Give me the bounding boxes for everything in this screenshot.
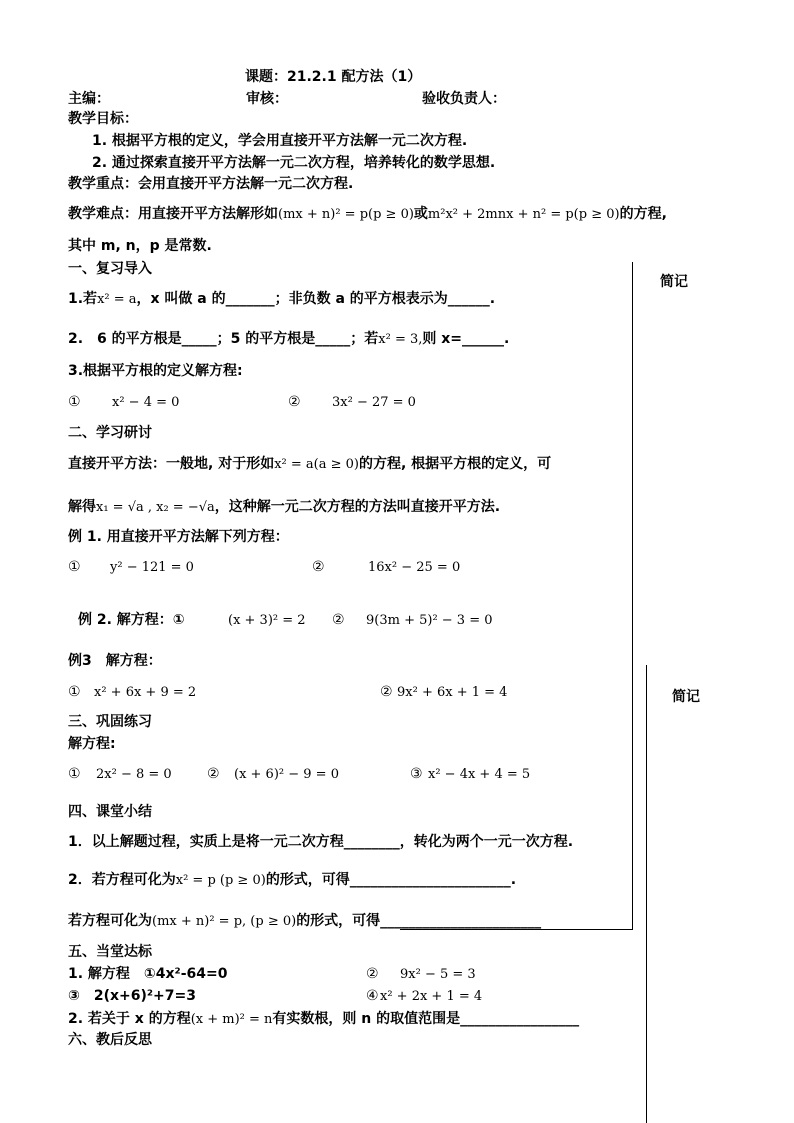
test-eq4-number: ④ (366, 988, 379, 1004)
example-1: 例 1. 用直接开平方法解下列方程： (68, 529, 289, 545)
ex3-eq1: x² + 6x + 9 = 2 (94, 685, 197, 700)
q2-formula: x² = 3, (378, 332, 423, 347)
q3-eq2: 3x² − 27 = 0 (332, 395, 416, 410)
summary-3-lead: 若方程可化为 (68, 913, 152, 929)
test-eq2: 9x² − 5 = 3 (400, 967, 476, 982)
goal-item-1: 1. 根据平方根的定义，学会用直接开平方法解一元二次方程. (92, 133, 468, 149)
reviewer-label: 审核： (246, 91, 288, 107)
summary-3-tail: 的形式，可得_______________________ (296, 913, 542, 929)
notes-divider-upper (632, 262, 633, 930)
solution-formula: x₁ = √a , x₂ = −√a (96, 500, 215, 515)
practice-eq1-number: ① (68, 766, 81, 782)
practice-eq3: x² − 4x + 4 = 5 (428, 767, 531, 782)
ex2-eq2: 9(3m + 5)² − 3 = 0 (366, 613, 493, 628)
test-line-1: 1. 解方程 ①4x²-64=0 (68, 966, 228, 982)
test-line-2: ③ 2(x+6)²+7=3 (68, 988, 196, 1004)
test-3-tail: 有实数根，则 n 的取值范围是_________________ (272, 1011, 580, 1027)
review-question-1 (68, 290, 495, 309)
notes-label-2: 简记 (672, 689, 700, 705)
practice-eq3-number: ③ (410, 766, 423, 782)
definition-formula: x² = a(a ≥ 0) (274, 457, 359, 472)
difficulty-line (68, 205, 667, 224)
difficulty-line-2: 其中 m, n，p 是常数. (68, 238, 212, 254)
practice-eq2: (x + 6)² − 9 = 0 (234, 767, 339, 782)
author-label: 主编： (68, 91, 110, 107)
difficulty-mid: 或 (413, 206, 428, 222)
direct-root-definition (68, 455, 551, 474)
q2-tail: 则 x=______. (422, 331, 510, 347)
direct-root-solution (68, 498, 500, 517)
review-question-3: 3.根据平方根的定义解方程: (68, 363, 243, 379)
goal-item-2: 2. 通过探索直接开平方法解一元二次方程，培养转化的数学思想. (92, 155, 496, 171)
section5-heading: 五、当堂达标 (68, 944, 152, 960)
q1-tail: ，x 叫做 a 的_______；非负数 a 的平方根表示为______. (136, 291, 496, 307)
notes-label-1: 简记 (660, 274, 688, 290)
difficulty-tail: 的方程, (619, 206, 667, 222)
ex3-eq2-number: ② (380, 684, 393, 700)
summary-line-1: 1．以上解题过程，实质上是将一元二次方程________，转化为两个一元一次方程. (68, 834, 574, 850)
review-question-2 (68, 330, 509, 349)
summary-2-formula: x² = p (p ≥ 0) (175, 873, 266, 888)
ex1-eq1: y² − 121 = 0 (110, 560, 194, 575)
practice-eq2-number: ② (207, 766, 220, 782)
section2-heading: 二、学习研讨 (68, 425, 152, 441)
test-eq4: x² + 2x + 1 = 4 (380, 989, 483, 1004)
section1-heading: 一、复习导入 (68, 261, 152, 277)
section6-heading: 六、教后反思 (68, 1032, 152, 1048)
q1-formula: x² = a (97, 292, 137, 307)
goals-heading: 教学目标： (68, 111, 138, 127)
section4-heading: 四、课堂小结 (68, 804, 152, 820)
summary-3-formula: (mx + n)² = p, (p ≥ 0) (152, 914, 297, 929)
difficulty-formula-1: (mx + n)² = p(p ≥ 0) (278, 207, 414, 222)
ex3-eq2: 9x² + 6x + 1 = 4 (397, 685, 508, 700)
ex1-eq2: 16x² − 25 = 0 (368, 560, 461, 575)
q1-lead: 1.若 (68, 291, 98, 307)
page-title: 课题：21.2.1 配方法（1） (245, 69, 422, 85)
definition-lead: 直接开平方法：一般地, 对于形如 (68, 456, 275, 472)
ex2-eq1: (x + 3)² = 2 (228, 613, 306, 628)
summary-line-3 (68, 912, 541, 931)
q3-eq2-number: ② (288, 394, 301, 410)
test-3-formula: (x + m)² = n (190, 1012, 273, 1027)
test-line-3 (68, 1010, 579, 1029)
summary-2-tail: 的形式，可得_______________________. (265, 872, 517, 888)
ex1-eq2-number: ② (312, 559, 325, 575)
summary-line-2 (68, 871, 516, 890)
solution-lead: 解得 (68, 499, 96, 515)
summary-2-lead: 2．若方程可化为 (68, 872, 176, 888)
practice-eq1: 2x² − 8 = 0 (96, 767, 172, 782)
test-eq2-number: ② (366, 966, 379, 982)
definition-tail: 的方程, 根据平方根的定义，可 (358, 456, 552, 472)
q3-eq1: x² − 4 = 0 (112, 395, 180, 410)
test-3-lead: 2. 若关于 x 的方程 (68, 1011, 191, 1027)
ex1-eq1-number: ① (68, 559, 81, 575)
q3-eq1-number: ① (68, 394, 81, 410)
example-2: 例 2. 解方程：① (78, 612, 185, 628)
example-3: 例3 解方程： (68, 653, 162, 669)
q2-lead: 2. 6 的平方根是_____；5 的平方根是_____；若 (68, 331, 379, 347)
ex3-eq1-number: ① (68, 684, 81, 700)
solution-tail: ，这种解一元二次方程的方法叫直接开平方法. (214, 499, 501, 515)
section3-subheading: 解方程: (68, 736, 116, 752)
difficulty-lead: 教学难点：用直接开平方法解形如 (68, 206, 278, 222)
acceptor-label: 验收负责人： (422, 91, 506, 107)
notes-divider-lower (646, 665, 647, 1123)
key-point: 教学重点：会用直接开平方法解一元二次方程. (68, 176, 354, 192)
difficulty-formula-2: m²x² + 2mnx + n² = p(p ≥ 0) (427, 207, 620, 222)
ex2-eq2-number: ② (332, 612, 345, 628)
section3-heading: 三、巩固练习 (68, 714, 152, 730)
